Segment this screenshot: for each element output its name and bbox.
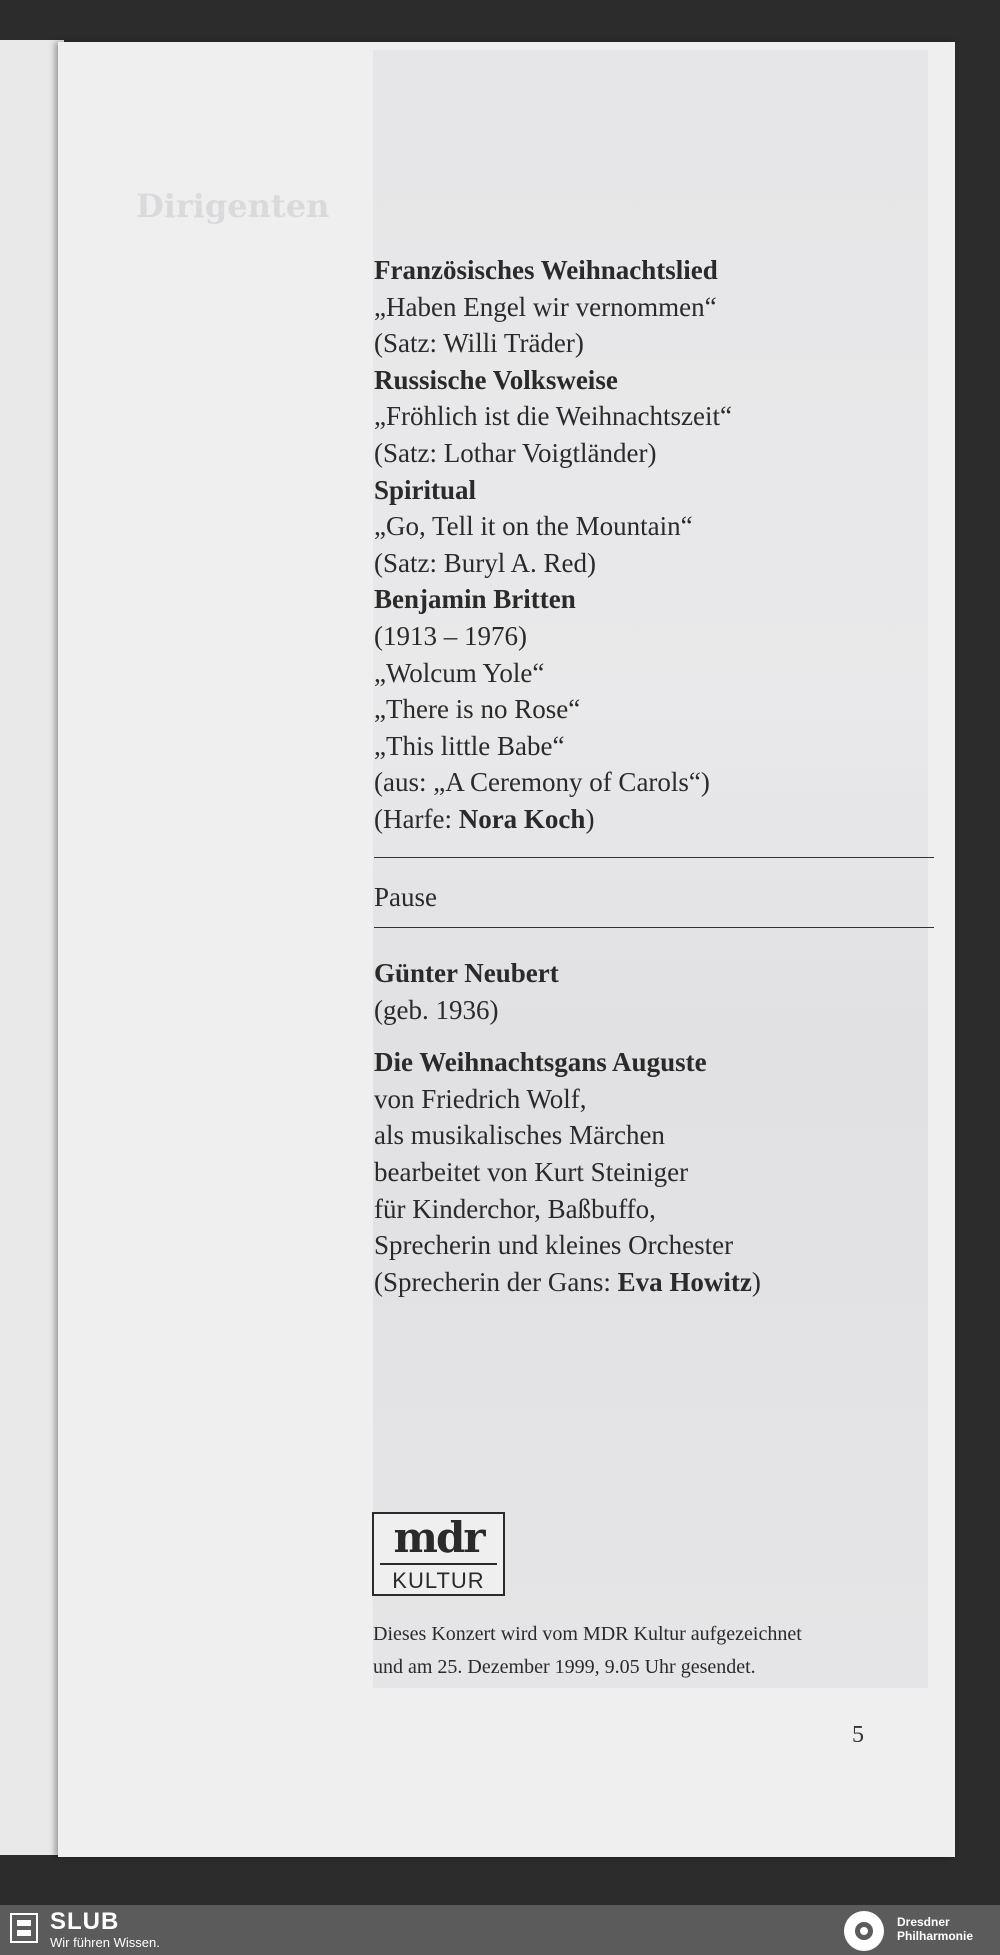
piece-line: Sprecherin und kleines Orchester [374,1230,734,1261]
program-page [58,42,955,1857]
library-tagline: Wir führen Wissen. [50,1935,160,1950]
show-through-heading: Dirigenten [136,187,330,225]
piece-line: „Haben Engel wir vernommen“ [374,291,717,322]
piece-line: (Satz: Lothar Voigtländer) [374,437,657,468]
performer-suffix: ) [751,1266,761,1297]
piece-line: als musikalisches Märchen [374,1120,665,1151]
dresdner-philharmonie-logo-icon [842,1909,886,1953]
piece-title: Französisches Weihnachtslied [374,255,718,285]
partner-name-line2: Philharmonie [897,1929,974,1943]
performer-name: Nora Koch [458,803,586,834]
slub-logo-icon [10,1913,38,1943]
library-name: SLUB [50,1908,120,1935]
composer-dates: (geb. 1936) [374,994,499,1025]
logo-mark: mdr [393,1513,484,1562]
composer-name: Benjamin Britten [374,584,576,615]
note-line: Dieses Konzert wird vom MDR Kultur aufgezeichnet [373,1623,802,1645]
logo-subtitle: KULTUR [392,1568,485,1593]
underlying-page-edge [0,40,64,1855]
logo-rule [380,1563,497,1565]
piece-line: „There is no Rose“ [374,694,581,725]
partner-name [897,1915,997,1943]
piece-line: für Kinderchor, Baßbuffo, [374,1193,656,1224]
composer-dates: (1913 – 1976) [374,620,527,651]
piece-line: „This little Babe“ [374,730,565,761]
performer-suffix: ) [585,803,595,834]
page-number: 5 [852,1722,864,1748]
piece-title: Russische Volksweise [374,364,618,395]
intermission-label: Pause [374,881,437,912]
performer-credit [374,801,934,838]
note-line: und am 25. Dezember 1999, 9.05 Uhr gesendet. [373,1656,756,1678]
piece-line: (Satz: Buryl A. Red) [374,547,596,578]
piece-line: (Satz: Willi Träder) [374,328,584,359]
broadcast-note [373,1618,893,1684]
composer-name: Günter Neubert [374,958,559,989]
performer-credit [374,1264,934,1301]
piece-line: „Go, Tell it on the Mountain“ [374,511,693,542]
piece-title: Spiritual [374,474,477,505]
piece-line: (aus: „A Ceremony of Carols“) [374,767,710,798]
mdr-kultur-logo [372,1512,505,1596]
piece-title: Die Weihnachtsgans Auguste [374,1047,707,1078]
piece-line: von Friedrich Wolf, [374,1083,587,1114]
performer-prefix: (Harfe: [374,803,459,834]
performer-prefix: (Sprecherin der Gans: [374,1266,618,1297]
program-listing [374,252,934,1300]
footer-bar [0,1905,1000,1955]
partner-name-line1: Dresdner [897,1915,950,1929]
performer-name: Eva Howitz [617,1266,752,1297]
piece-line: „Fröhlich ist die Weihnachtszeit“ [374,401,732,432]
piece-line: „Wolcum Yole“ [374,657,545,688]
piece-line: bearbeitet von Kurt Steiniger [374,1157,689,1188]
